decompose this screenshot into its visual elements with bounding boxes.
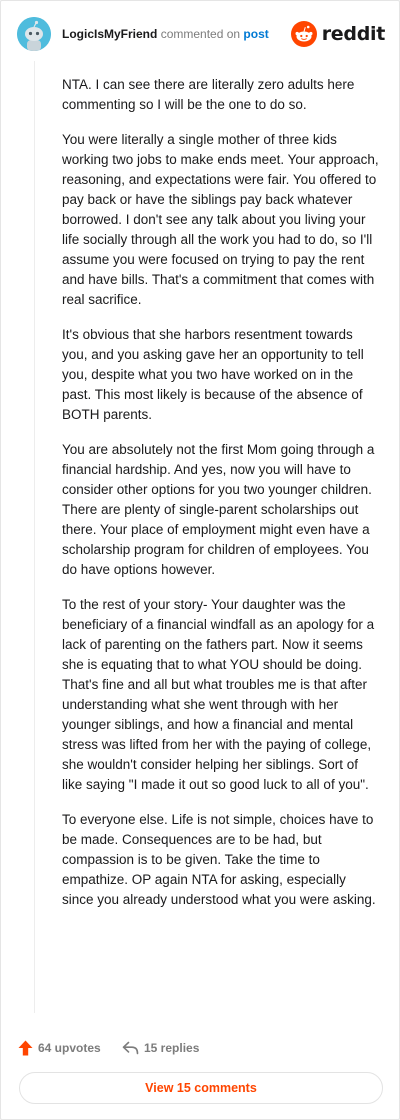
commented-on-text: commented on [160, 27, 241, 41]
reply-arrow-icon [122, 1041, 139, 1055]
comment-paragraph: To everyone else. Life is not simple, choices have to be made. Consequences are to be had, but compassion is to be given. Take the time to empathize. OP again NTA for asking, especially since you already understood what you were asking. [62, 812, 376, 907]
comment-paragraph: It's obvious that she harbors resentment towards you, and you asking gave her an opportunity to tell you, despite what you two have worked on in the past. This most likely is because of the absence of BOTH parents. [62, 327, 364, 422]
comment-header [1, 1, 400, 69]
reddit-brand[interactable] [291, 21, 385, 47]
comment-paragraph: You were literally a single mother of three kids working two jobs to make ends meet. Your approach, reasoning, and expectations were fair. You offered to pay back or have the siblings pay back whatever borrowed. I don't see any talk about you living your life socially through all the work you had to do, so I'll assume you were focused on trying to pay the rent and have bills. That's a commitment that comes with real sacrifice. [62, 132, 379, 307]
comment-footer [1, 1033, 400, 1063]
snoo-avatar-icon[interactable] [17, 17, 51, 51]
comment-body [62, 75, 380, 925]
thread-line [34, 61, 35, 1013]
upvote-arrow-icon [18, 1040, 33, 1056]
comment-paragraph: To the rest of your story- Your daughter was the beneficiary of a financial windfall as an apology for a lack of parenting on the fathers part. Now it seems she is equating that to what YOU should be doing. That's fine and all but what troubles me is that after understanding what she went through with her younger siblings, and how a financial and mental stress was lifted from her with the paying of college, she wouldn't consider helping her siblings. Sort of like saying "I made it out so good luck to all of you". [62, 597, 375, 792]
author-line [62, 27, 269, 41]
comment-paragraph: NTA. I can see there are literally zero adults here commenting so I will be the one to do so. [62, 77, 355, 112]
author-name[interactable]: LogicIsMyFriend [62, 27, 158, 41]
upvote-count: 64 upvotes [38, 1041, 101, 1055]
post-link[interactable]: post [243, 27, 269, 41]
upvote-button[interactable] [18, 1033, 101, 1063]
reddit-logo-icon [291, 21, 317, 47]
view-comments-button[interactable]: View 15 comments [19, 1072, 383, 1104]
reply-button[interactable] [122, 1033, 199, 1063]
reddit-wordmark: reddit [321, 23, 385, 45]
comment-paragraph: You are absolutely not the first Mom going through a financial hardship. And yes, now you will have to consider other options for you two younger children. There are plenty of single-parent scholarships out there. Your place of employment might even have a scholarship program for children of employees. You do have options however. [62, 442, 375, 577]
reply-count: 15 replies [144, 1041, 200, 1055]
